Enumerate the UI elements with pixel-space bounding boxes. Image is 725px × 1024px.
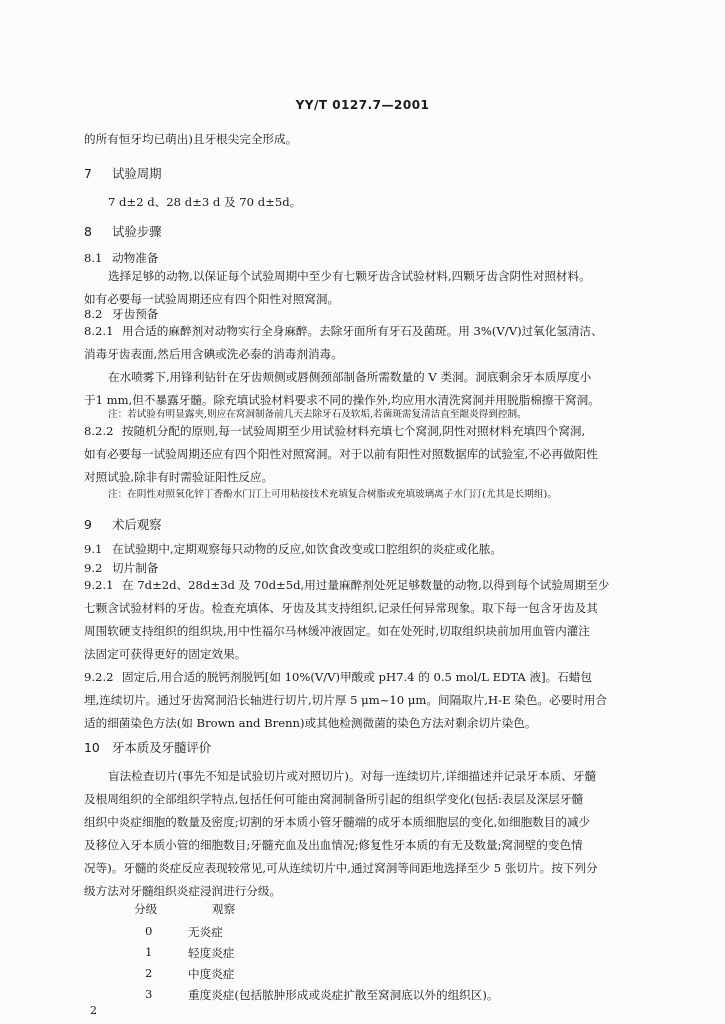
section-9-2-2-line-2: 埋,连续切片。通过牙齿窝洞沿长轴进行切片,切片厚 5 μm~10 μm。间隔取片,H-E 染色。必要时用合 [84, 693, 607, 707]
section-8-1-line-1: 选择足够的动物,以保证每个试验周期中至少有七颗牙齿含试验材料,四颗牙齿含阴性对照材料。 [108, 269, 591, 283]
section-number: 9 [84, 517, 92, 532]
section-10-line-5: 况等)。牙髓的炎症反应表现较常见,可从连续切片中,通过窝洞等间距地选择至少 5 张切片。按下列分 [84, 861, 598, 875]
section-9-2-2-line-3: 适的细菌染色方法(如 Brown and Brenn)或其他检测微菌的染色方法对剩余切片染色。 [84, 716, 537, 730]
section-title: 试验周期 [112, 166, 162, 181]
section-number: 8 [84, 224, 92, 239]
section-9-2-1-line-3: 周围软硬支持组织的组织块,用中性福尔马林缓冲液固定。如在处死时,切取组织块前加用血管内灌注 [84, 624, 590, 638]
grade-column-header: 分级 [134, 902, 158, 916]
grade-observation: 中度炎症 [188, 967, 235, 981]
section-8-1-heading [84, 250, 158, 266]
grade-observation: 轻度炎症 [188, 946, 235, 960]
section-8-2-1-line-4: 于1 mm,但不暴露牙髓。除充填试验材料要求不同的操作外,均应用水清洗窝洞并用脱脂棉擦干窝洞。 [84, 393, 600, 407]
observation-column-header: 观察 [212, 902, 236, 916]
section-8-2-1-note: 注：若试验有明显露夹,则应在窝洞制备前几天去除牙石及软垢,若菌斑需复清洁直至龈炎得到控制。 [108, 409, 527, 420]
paragraph-text: 用合适的麻醉剂对动物实行全身麻醉。去除牙面所有牙石及菌斑。用 3%(V/V)过氧化氢清洁、 [122, 324, 603, 338]
paragraph-text: 按随机分配的原则,每一试验周期至少用试验材料充填七个窝洞,阴性对照材料充填四个窝洞, [122, 424, 586, 438]
standard-code-header: YY/T 0127.7—2001 [295, 98, 430, 112]
section-8-2-2-note: 注：在阴性对照氧化锌丁香酚水门汀上可用粘接技术充填复合树脂或充填玻璃离子水门汀(尤其是长期组)。 [108, 489, 557, 500]
section-10-line-1: 盲法检查切片(事先不知是试验切片或对照切片)。对每一连续切片,详细描述并记录牙本质、牙髓 [108, 769, 597, 783]
section-title: 试验步骤 [112, 224, 162, 239]
section-number: 10 [84, 740, 100, 755]
section-title: 动物准备 [112, 251, 159, 265]
section-10-heading [84, 738, 211, 756]
section-10-line-6: 级方法对牙髓组织炎症浸润进行分级。 [84, 884, 282, 898]
section-8-2-1-line-1 [84, 320, 644, 343]
section-number: 9.2 [84, 561, 103, 575]
section-number: 9.2.1 [84, 578, 114, 592]
grade-value: 3 [145, 987, 153, 1001]
section-9-2-1-line-2: 七颗含试验材料的牙齿。检查充填体、牙齿及其支持组织,记录任何异常现象。取下每一包含牙齿及其 [84, 601, 598, 615]
section-title: 牙齿预备 [112, 307, 159, 321]
section-7-text: 7 d±2 d、28 d±3 d 及 70 d±5d。 [108, 195, 302, 209]
section-10-line-3: 组织中炎症细胞的数量及密度;切割的牙本质小管牙髓端的成牙本质细胞层的变化,如细胞数目的减少 [84, 815, 591, 829]
section-8-2-2-line-3: 对照试验,除非有时需验证阳性反应。 [84, 470, 274, 484]
section-number: 8.2 [84, 307, 103, 321]
section-number: 9.2.2 [84, 670, 114, 684]
section-title: 术后观察 [112, 517, 162, 532]
paragraph-text: 在试验期中,定期观察每只动物的反应,如饮食改变或口腔组织的炎症或化脓。 [112, 542, 502, 556]
section-10-line-2: 及根周组织的全部组织学特点,包括任何可能由窝洞制备所引起的组织学变化(包括:表层及深层牙髓 [84, 792, 584, 806]
section-8-2-2-line-1 [84, 420, 644, 443]
grade-observation: 无炎症 [188, 925, 223, 939]
section-8-2-1-line-3: 在水喷雾下,用锋利钻针在牙齿颊侧或唇侧颈部制备所需数量的 V 类洞。洞底剩余牙本质厚度小 [108, 370, 592, 384]
section-8-heading [84, 222, 162, 240]
grade-observation: 重度炎症(包括脓肿形成或炎症扩散至窝洞底以外的组织区)。 [188, 988, 499, 1002]
section-number: 7 [84, 166, 92, 181]
intro-line: 的所有恒牙均已萌出)且牙根尖完全形成。 [84, 132, 298, 146]
section-9-2-2-line-1 [84, 666, 644, 689]
section-title: 牙本质及牙髓评价 [112, 740, 212, 755]
paragraph-text: 固定后,用合适的脱钙剂脱钙[如 10%(V/V)甲酸或 pH7.4 的 0.5 mol/L EDTA 液]。石蜡包 [122, 670, 592, 684]
section-title: 切片制备 [112, 561, 159, 575]
section-10-line-4: 及移位入牙本质小管的细胞数目;牙髓充血及出血情况;修复性牙本质的有无及数量;窝洞壁的变色情 [84, 838, 583, 852]
section-9-2-1-line-1 [84, 574, 644, 597]
section-number: 8.1 [84, 251, 103, 265]
page-number: 2 [90, 1004, 97, 1017]
grade-value: 2 [145, 966, 153, 980]
section-8-2-1-line-2: 消毒牙齿表面,然后用含碘或洗必泰的消毒剂消毒。 [84, 347, 343, 361]
section-number: 8.2.1 [84, 324, 114, 338]
section-9-heading [84, 515, 162, 533]
section-7-heading [84, 164, 162, 182]
section-9-2-1-line-4: 法固定可获得更好的固定效果。 [84, 647, 247, 661]
grade-value: 0 [145, 924, 153, 938]
section-9-1-text [84, 538, 644, 561]
section-number: 9.1 [84, 542, 103, 556]
section-8-2-2-line-2: 如有必要每一试验周期还应有四个阳性对照窝洞。对于以前有阳性对照数据库的试验室,不必再做阳性 [84, 447, 598, 461]
section-8-1-line-2: 如有必要每一试验周期还应有四个阳性对照窝洞。 [84, 292, 340, 306]
paragraph-text: 在 7d±2d、28d±3d 及 70d±5d,用过量麻醉剂处死足够数量的动物,以得到每个试验周期至少 [122, 578, 610, 592]
section-number: 8.2.2 [84, 424, 114, 438]
grade-value: 1 [145, 945, 153, 959]
